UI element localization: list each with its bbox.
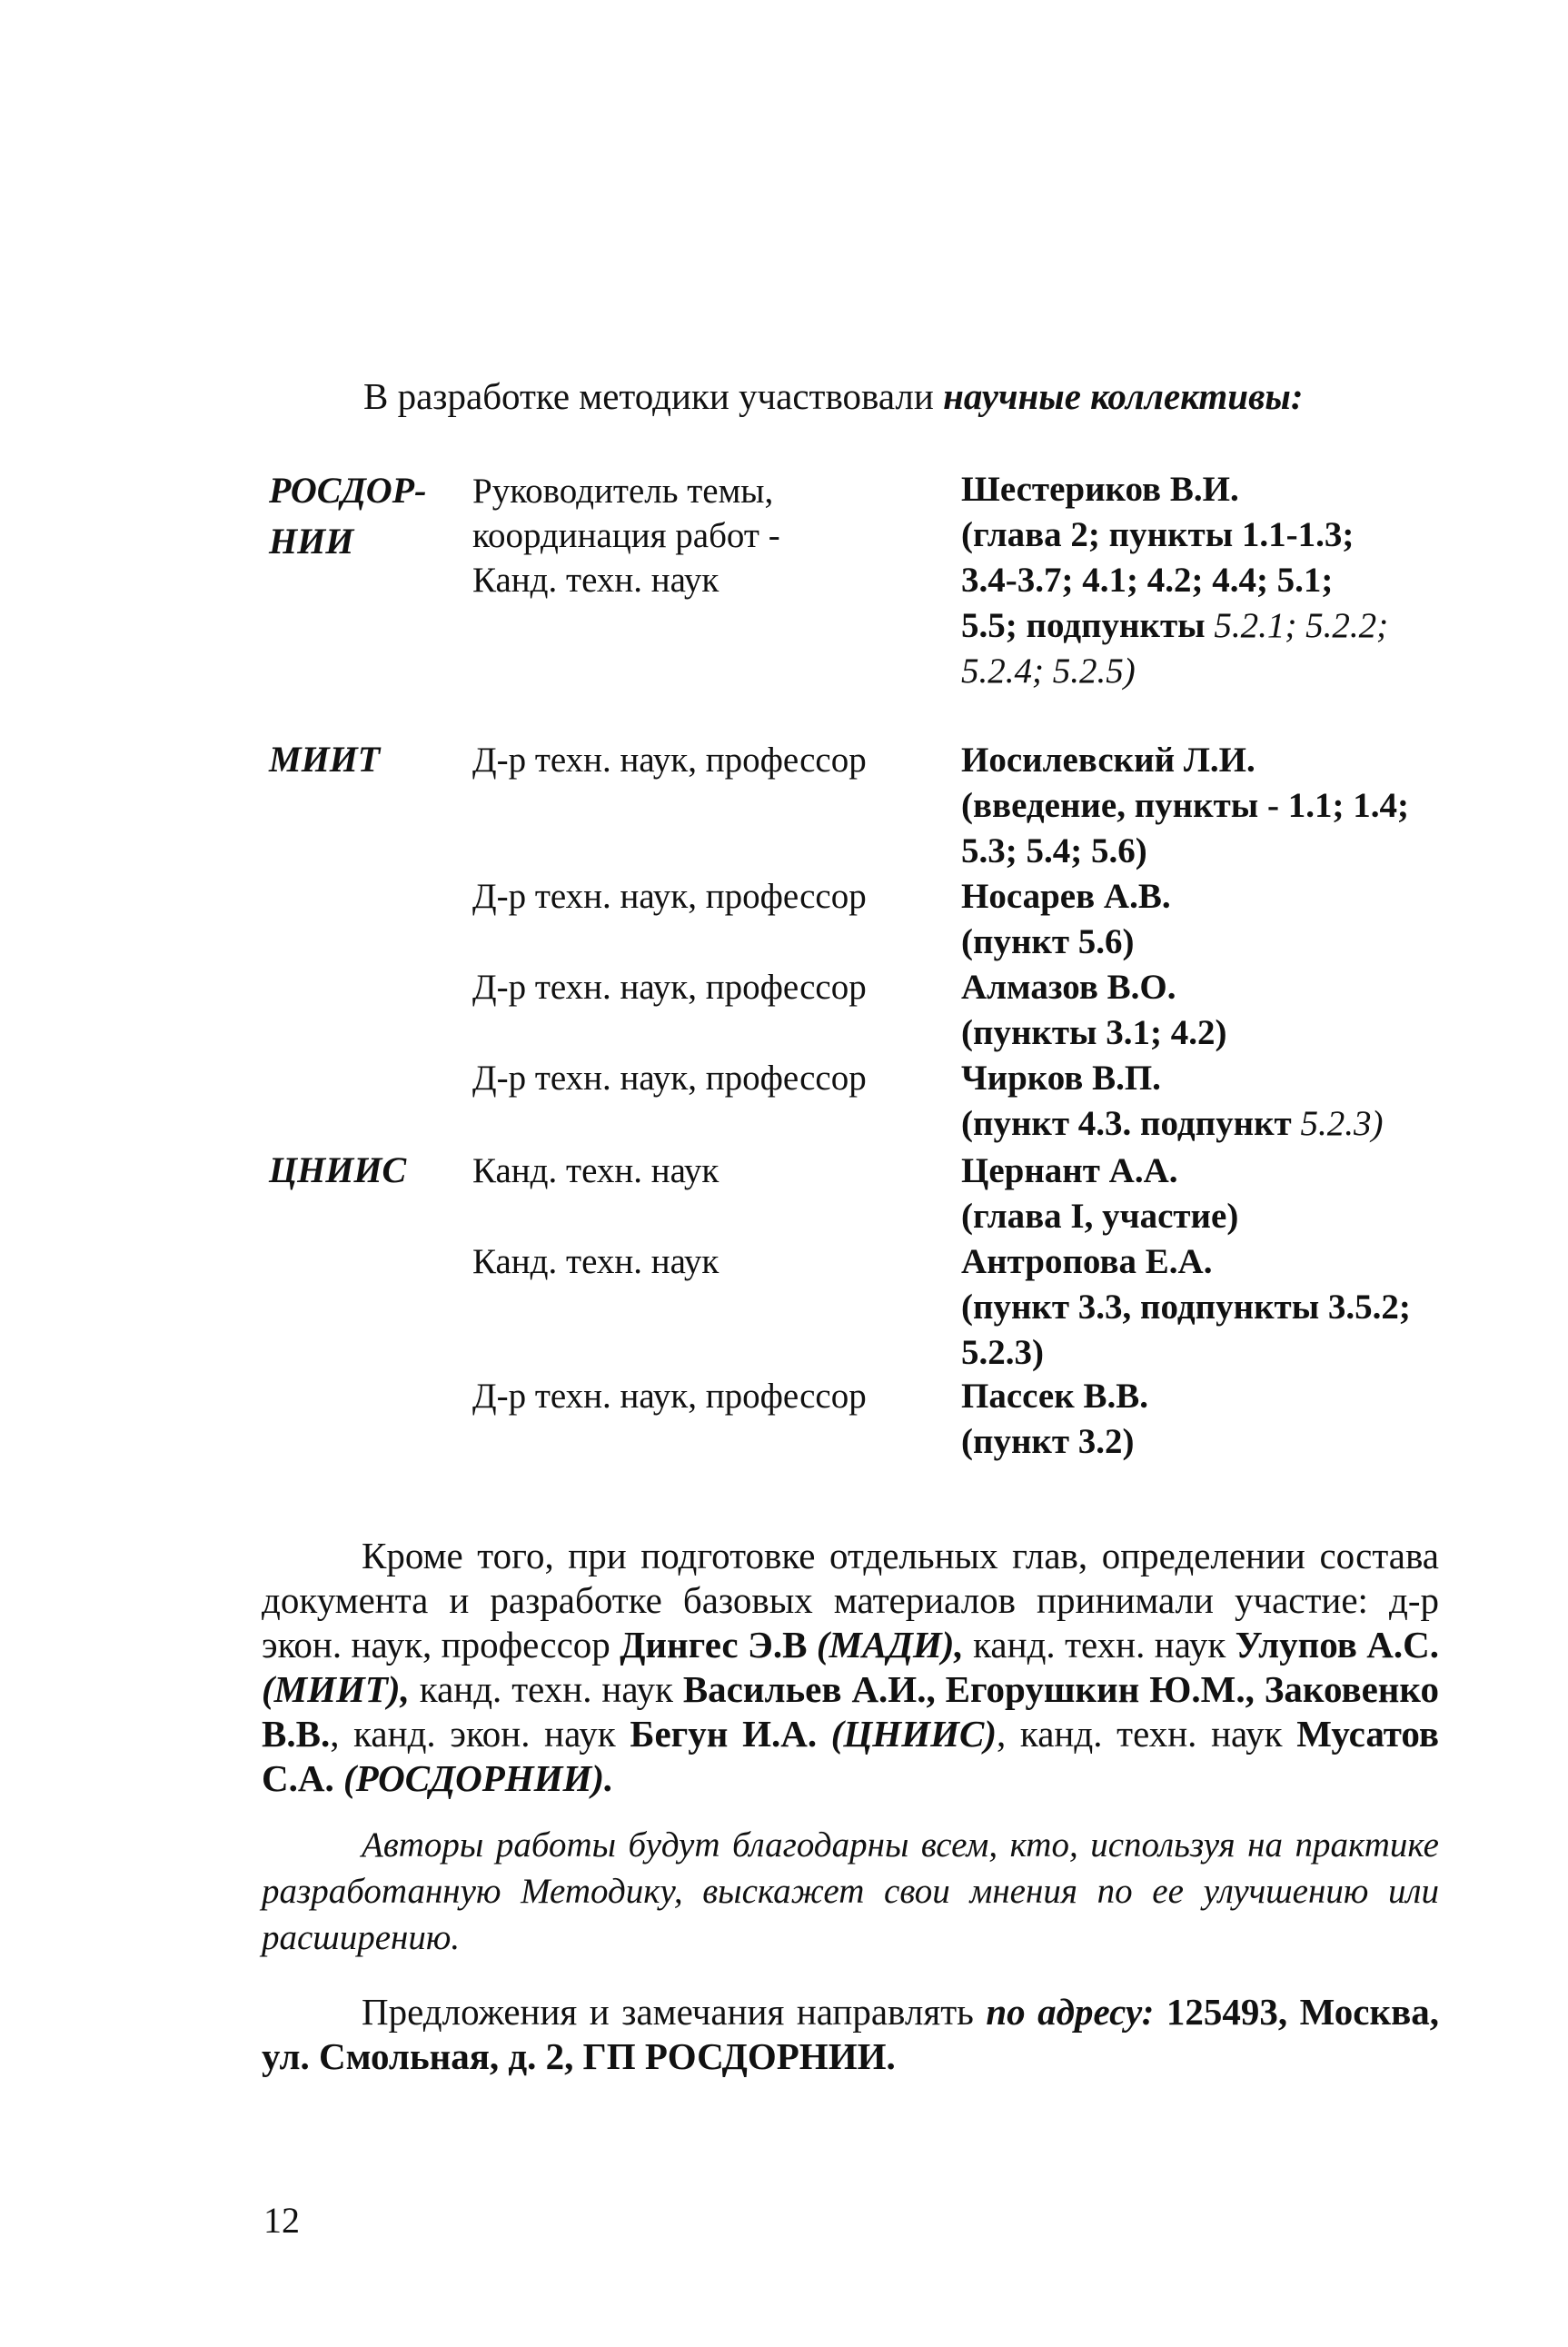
member-name: Цернант А.А. [961, 1151, 1178, 1190]
para-run: Мусатов С.А. [262, 1713, 1440, 1799]
member-ref [961, 512, 1388, 694]
para-run: Бегун И.А. [630, 1713, 818, 1755]
para-run: (ЦНИИС) [830, 1713, 997, 1755]
contributors-paragraph [262, 1534, 1439, 1801]
member-ref: (пункты 3.1; 4.2) [961, 1013, 1227, 1052]
ref-part-italic: 5.2.1; 5.2.2; 5.2.4; 5.2.5) [961, 606, 1389, 691]
member-position: Д-р техн. наук, профессор [472, 877, 867, 916]
thanks-paragraph [262, 1822, 1439, 1961]
para-run: , канд. экон. наук [330, 1713, 630, 1755]
member-position: Канд. техн. наук [472, 1242, 719, 1281]
para-run: , канд. техн. наук [996, 1713, 1297, 1755]
member-person [961, 1239, 1411, 1376]
member-position: Д-р техн. наук, профессор [472, 741, 867, 780]
member-position: Д-р техн. наук, профессор [472, 968, 867, 1007]
para-run: Дингес Э.В [620, 1624, 808, 1666]
address-run: 125493, Москва, ул. Смольная, д. 2, ГП РОСДОРНИИ. [262, 1991, 1440, 2077]
member-ref [961, 1101, 1383, 1147]
member-name: Пассек В.В. [961, 1377, 1148, 1416]
address-run: Предложения и замечания направлять [362, 1991, 987, 2033]
member-name: Шестериков В.И. [961, 470, 1239, 509]
member-name: Антропова Е.А. [961, 1242, 1213, 1281]
member-name: Носарев А.В. [961, 877, 1171, 916]
para-run [334, 1757, 343, 1799]
member-person [961, 738, 1409, 874]
member-person [961, 467, 1388, 694]
member-ref: (введение, пункты - 1.1; 1.4; 5.3; 5.4; 5.6) [961, 786, 1409, 870]
org-tsniis: ЦНИИС [269, 1149, 407, 1190]
para-run: (РОСДОРНИИ). [342, 1757, 614, 1799]
member-position: Д-р техн. наук, профессор [472, 1377, 867, 1416]
org-miit: МИИТ [269, 739, 381, 780]
intro-line [363, 371, 1304, 422]
member-position: Канд. техн. наук [472, 1151, 719, 1190]
address-run: по адресу: [986, 1991, 1155, 2033]
para-run: канд. техн. наук [409, 1668, 683, 1710]
para-run [807, 1624, 816, 1666]
page-number: 12 [263, 2200, 300, 2241]
member-person [961, 1056, 1383, 1147]
member-position: Руководитель темы, координация работ - Канд. техн. наук [472, 472, 780, 600]
contributors-text [262, 1534, 1439, 1801]
para-run [817, 1713, 831, 1755]
member-person [961, 874, 1171, 965]
address-paragraph [262, 1990, 1439, 2079]
para-run: Улупов А.С. [1235, 1624, 1439, 1666]
member-ref: (глава I, участие) [961, 1197, 1239, 1236]
member-name: Алмазов В.О. [961, 968, 1176, 1007]
para-run: (МАДИ), [816, 1624, 964, 1666]
ref-part-italic: 5.2.3) [1300, 1104, 1384, 1143]
intro-emphasis: научные коллективы: [943, 375, 1304, 417]
para-run: (МИИТ), [262, 1668, 410, 1710]
para-run: Кроме того, при подготовке отдельных глав, определении состава документа и разработке базовых материалов принимали участие: д-р экон. наук, профессор [262, 1535, 1439, 1666]
member-person [961, 1149, 1238, 1239]
member-ref: (пункт 3.3, подпункты 3.5.2; 5.2.3) [961, 1288, 1411, 1372]
ref-part: (пункт 4.3. подпункт [961, 1104, 1301, 1143]
member-person [961, 965, 1226, 1056]
member-name: Иосилевский Л.И. [961, 741, 1255, 780]
member-ref: (пункт 3.2) [961, 1422, 1135, 1461]
org-rosdornii: РОСДОР- НИИ [269, 470, 427, 562]
ref-part: (глава 2; пункты 1.1-1.3; 3.4-3.7; 4.1; 4.2; 4.4; 5.1; 5.5; подпункты [961, 515, 1355, 645]
address-text [262, 1990, 1439, 2079]
thanks-text: Авторы работы будут благодарны всем, кто, используя на практике разработанную Методику, выскажет свои мнения по ее улучшению или расширению. [262, 1825, 1439, 1957]
member-name: Чирков В.П. [961, 1059, 1161, 1098]
intro-text: В разработке методики участвовали [363, 375, 944, 417]
member-person [961, 1374, 1148, 1465]
member-position: Д-р техн. наук, профессор [472, 1059, 867, 1098]
para-run: Васильев А.И., Егорушкин Ю.М., Заковенко В.В. [262, 1668, 1439, 1755]
member-ref: (пункт 5.6) [961, 922, 1135, 961]
para-run: канд. техн. наук [963, 1624, 1236, 1666]
